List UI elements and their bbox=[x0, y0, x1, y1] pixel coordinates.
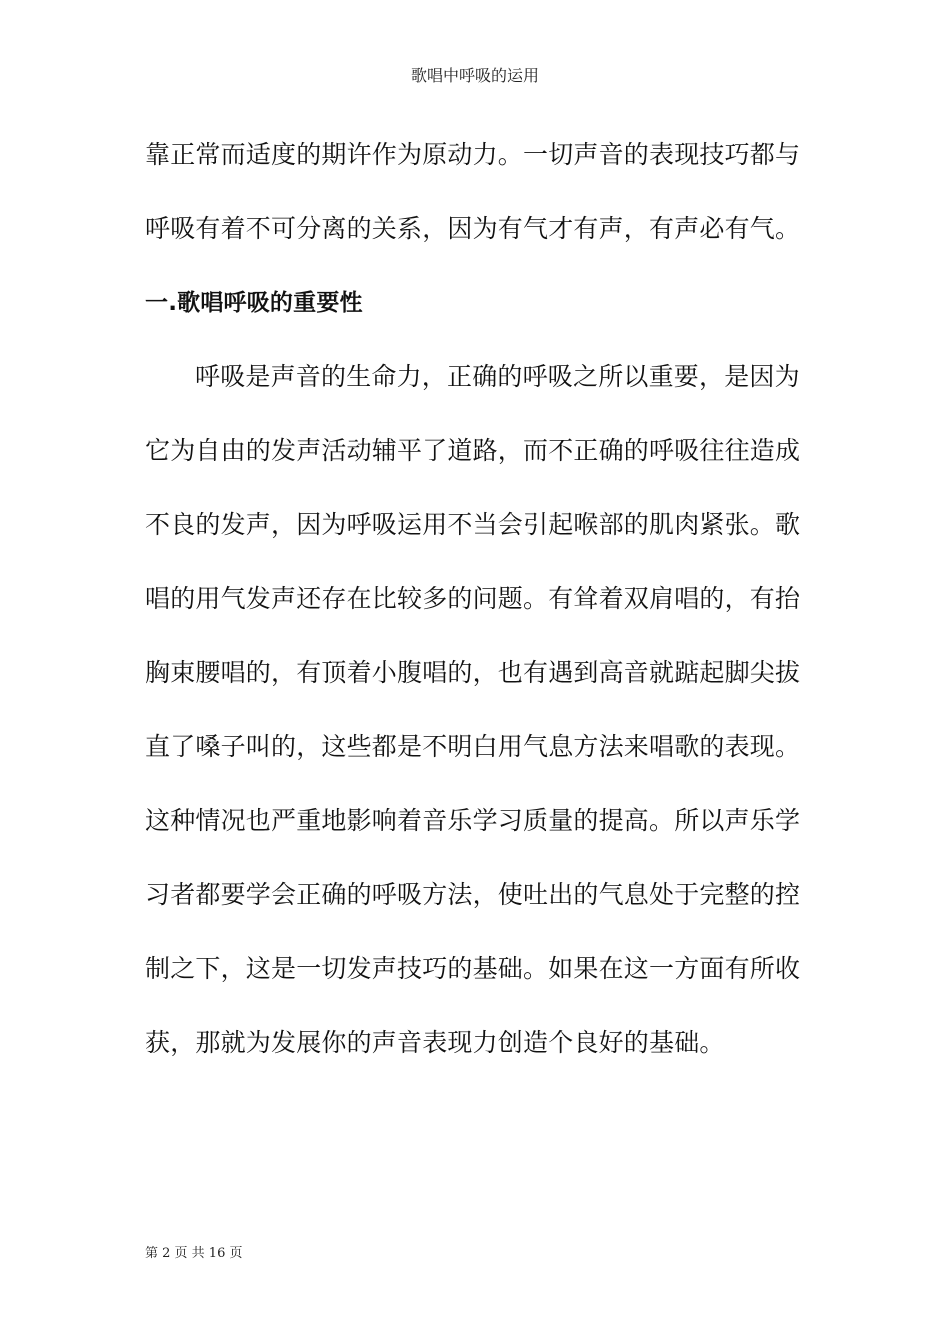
body-text-line: 它为自由的发声活动辅平了道路，而不正确的呼吸往往造成 bbox=[145, 436, 801, 465]
paragraph-first-line: 呼吸是声音的生命力，正确的呼吸之所以重要，是因为 bbox=[195, 362, 800, 391]
body-text-line: 习者都要学会正确的呼吸方法，使吐出的气息处于完整的控 bbox=[145, 880, 801, 909]
page-header-title: 歌唱中呼吸的运用 bbox=[410, 66, 539, 85]
body-text-line: 这种情况也严重地影响着音乐学习质量的提高。所以声乐学 bbox=[145, 806, 801, 835]
body-text-line: 靠正常而适度的期许作为原动力。一切声音的表现技巧都与 bbox=[145, 140, 801, 169]
body-text-line: 胸束腰唱的，有顶着小腹唱的，也有遇到高音就踮起脚尖拔 bbox=[145, 658, 801, 687]
body-text-line: 直了嗓子叫的，这些都是不明白用气息方法来唱歌的表现。 bbox=[145, 732, 801, 761]
body-text-line: 不良的发声，因为呼吸运用不当会引起喉部的肌肉紧张。歌 bbox=[145, 510, 801, 539]
body-text-line: 呼吸有着不可分离的关系，因为有气才有声，有声必有气。 bbox=[145, 214, 801, 243]
page-footer-number: 第 2 页 共 16 页 bbox=[145, 1246, 243, 1261]
body-text-line: 获，那就为发展你的声音表现力创造个良好的基础。 bbox=[145, 1028, 725, 1057]
document-body bbox=[145, 118, 810, 1080]
body-text-line: 唱的用气发声还存在比较多的问题。有耸着双肩唱的，有抬 bbox=[145, 584, 801, 613]
section-heading: 一.歌唱呼吸的重要性 bbox=[145, 290, 363, 316]
body-text-line: 制之下，这是一切发声技巧的基础。如果在这一方面有所收 bbox=[145, 954, 801, 983]
